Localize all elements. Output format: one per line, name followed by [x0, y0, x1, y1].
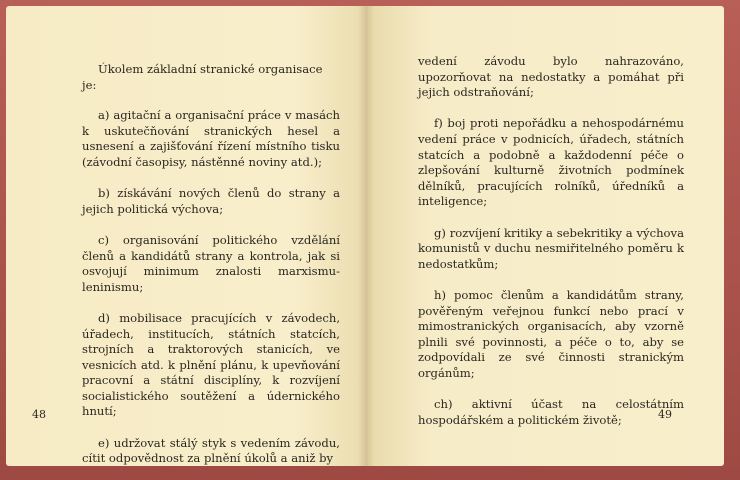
- paragraph-f: f) boj proti nepořádku a nehospodárnému vedení práce v podnicích, úřadech, státních statcích a podobně a každodenní péče o zlepšování kulturně životních podmínek dělníků, pracujících rolníků, úředníků a inteligence;: [418, 116, 684, 209]
- left-page-text: [82, 62, 340, 467]
- paragraph-g: g) rozvíjení kritiky a sebekritiky a výchova komunistů v duchu nesmiřitelného poměru k nedostatkům;: [418, 225, 684, 271]
- right-page: [366, 6, 724, 466]
- paragraph-h: h) pomoc členům a kandidátům strany, pověřeným veřejnou funkcí nebo prací v mimostranických organisacích, aby vzorně plnili své povinnosti, a péče o to, aby se zodpovídali ze své činnosti stranickým orgánům;: [418, 287, 684, 380]
- paragraph-c: c) organisování politického vzdělání členů a kandidátů strany a kontrola, jak si osvojují minimum znalosti marxismu-leninismu;: [82, 232, 340, 294]
- paragraph-d: d) mobilisace pracujících v závodech, úřadech, institucích, státních statcích, strojních a traktorových stanicích, ve vesnicích atd. k plnění plánu, k upevňování pracovní a státní disciplíny, k rozvíjení socialistického soutěžení a údernického hnutí;: [82, 310, 340, 419]
- page-number-right: 49: [658, 408, 672, 421]
- page-number-left: 48: [32, 408, 46, 421]
- left-page: [6, 6, 366, 466]
- right-page-text: [418, 54, 684, 428]
- paragraph-e-continued: vedení závodu bylo nahrazováno, upozorňovat na nedostatky a pomáhat při jejich odstraňování;: [418, 54, 684, 100]
- paragraph-b: b) získávání nových členů do strany a jejich politická výchova;: [82, 186, 340, 216]
- paragraph-e: e) udržovat stálý styk s vedením závodu, cítit odpovědnost za plnění úkolů a aniž by: [82, 435, 340, 466]
- paragraph-ch: ch) aktivní účast na celostátním hospodářském a politickém životě;: [418, 397, 684, 427]
- book-gutter: [358, 6, 374, 466]
- paragraph-a: a) agitační a organisační práce v masách k uskutečňování stranických hesel a usnesení a zajišťování řízení místního tisku (závodní časopisy, nástěnné noviny atd.);: [82, 108, 340, 169]
- page-heading: Úkolem základní stranické organisace je:: [82, 62, 323, 92]
